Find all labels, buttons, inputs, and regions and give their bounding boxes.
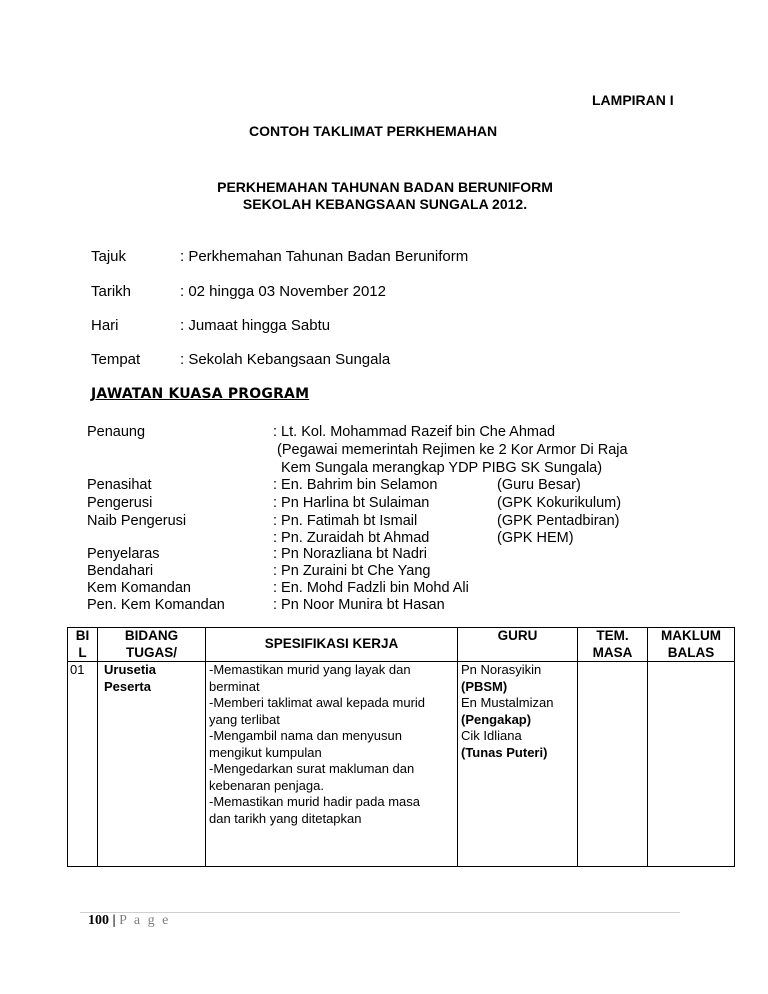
header-bidang-line-1: BIDANG xyxy=(124,628,179,643)
committee-position: (GPK Pentadbiran) xyxy=(497,513,620,529)
info-value-hari: : Jumaat hingga Sabtu xyxy=(180,317,331,334)
info-label-tarikh: Tarikh xyxy=(91,283,132,300)
committee-role: Kem Komandan xyxy=(87,580,191,596)
committee-patron xyxy=(87,423,707,441)
header-bidang-line-2: TUGAS/ xyxy=(125,644,177,660)
header-spec xyxy=(206,628,458,662)
document-title: CONTOH TAKLIMAT PERKHEMAHAN xyxy=(249,123,498,139)
spec-line: -Mengedarkan surat makluman dan xyxy=(209,761,415,776)
patron-description-line-2: Kem Sungala merangkap YDP PIBG SK Sungala) xyxy=(281,460,603,476)
spec-line: -Memberi taklimat awal kepada murid xyxy=(209,695,426,710)
committee-name: : Pn Norazliana bt Nadri xyxy=(273,546,427,562)
spec-line: dan tarikh yang ditetapkan xyxy=(209,810,362,826)
bidang-line-1: Urusetia xyxy=(104,662,157,677)
guru-unit: (PBSM) xyxy=(461,678,508,694)
header-bil-line-2: L xyxy=(78,644,87,660)
task-table xyxy=(67,627,735,867)
guru-name: Cik Idliana xyxy=(461,728,522,743)
header-tem-line-1: TEM. xyxy=(596,628,629,643)
page-number: 100 xyxy=(88,913,109,928)
committee-role: Penaung xyxy=(87,424,146,440)
committee-role: Bendahari xyxy=(87,563,154,579)
page-footer xyxy=(88,913,170,929)
guru-unit: (Pengakap) xyxy=(461,711,532,727)
committee-name: : Pn Noor Munira bt Hasan xyxy=(273,597,445,613)
committee-position: (GPK Kokurikulum) xyxy=(497,495,622,511)
table-row xyxy=(68,662,735,867)
cell-guru xyxy=(458,662,578,867)
header-bil xyxy=(68,628,98,662)
subtitle-line-2: SEKOLAH KEBANGSAAN SUNGALA 2012. xyxy=(242,196,528,212)
info-label-tajuk: Tajuk xyxy=(91,248,127,265)
bidang-line-2: Peserta xyxy=(104,678,151,694)
cell-tem-masa xyxy=(578,662,648,867)
committee-patron-desc-1 xyxy=(87,441,707,459)
header-bil-line-1: BI xyxy=(75,628,90,643)
header-maklum xyxy=(648,628,735,662)
committee-role: Pengerusi xyxy=(87,495,153,511)
header-spec-label: SPESIFIKASI KERJA xyxy=(264,636,399,652)
spec-line: kebenaran penjaga. xyxy=(209,777,324,793)
spec-line: berminat xyxy=(209,678,260,694)
table-header-row xyxy=(68,628,735,662)
committee-name: : En. Bahrim bin Selamon xyxy=(273,477,438,493)
page-label: P a g e xyxy=(119,913,171,928)
header-maklum-line-1: MAKLUM xyxy=(661,628,721,643)
appendix-label: LAMPIRAN I xyxy=(592,92,674,108)
info-label-tempat: Tempat xyxy=(91,351,141,368)
committee-heading: JAWATAN KUASA PROGRAM xyxy=(91,386,310,402)
header-bidang xyxy=(98,628,206,662)
committee-row xyxy=(87,494,707,512)
header-tem-line-2: MASA xyxy=(592,644,633,660)
spec-line: -Memastikan murid yang layak dan xyxy=(209,662,411,677)
header-guru xyxy=(458,628,578,662)
info-value-tempat: : Sekolah Kebangsaan Sungala xyxy=(180,351,391,368)
committee-role: Naib Pengerusi xyxy=(87,513,187,529)
guru-name: En Mustalmizan xyxy=(461,695,554,710)
committee-name: : Lt. Kol. Mohammad Razeif bin Che Ahmad xyxy=(273,424,556,440)
committee-name: : Pn. Zuraidah bt Ahmad xyxy=(273,530,430,546)
committee-role: Penasihat xyxy=(87,477,152,493)
info-value-tajuk: : Perkhemahan Tahunan Badan Beruniform xyxy=(180,248,469,265)
committee-row xyxy=(87,476,707,494)
committee-name: : Pn Harlina bt Sulaiman xyxy=(273,495,430,511)
committee-position: (GPK HEM) xyxy=(497,530,574,546)
guru-name: Pn Norasyikin xyxy=(461,662,542,677)
info-value-tarikh: : 02 hingga 03 November 2012 xyxy=(180,283,386,300)
cell-spec xyxy=(206,662,458,867)
patron-description-line-1: (Pegawai memerintah Rejimen ke 2 Kor Armor Di Raja xyxy=(277,442,628,458)
cell-maklum-balas xyxy=(648,662,735,867)
info-label-hari: Hari xyxy=(91,317,119,334)
header-guru-label: GURU xyxy=(497,628,538,643)
header-maklum-line-2: BALAS xyxy=(667,644,715,660)
committee-position: (Guru Besar) xyxy=(497,477,581,493)
committee-role: Pen. Kem Komandan xyxy=(87,597,225,613)
spec-line: mengikut kumpulan xyxy=(209,744,322,760)
committee-row xyxy=(87,545,707,563)
committee-name: : En. Mohd Fadzli bin Mohd Ali xyxy=(273,580,469,596)
subtitle-line-1: PERKHEMAHAN TAHUNAN BADAN BERUNIFORM xyxy=(217,179,553,195)
cell-bidang xyxy=(98,662,206,867)
committee-row xyxy=(87,579,707,597)
spec-line: -Memastikan murid hadir pada masa xyxy=(209,794,420,809)
page-separator: | xyxy=(112,913,116,928)
guru-unit: (Tunas Puteri) xyxy=(461,744,548,760)
spec-line: yang terlibat xyxy=(209,711,280,727)
committee-name: : Pn. Fatimah bt Ismail xyxy=(273,513,418,529)
header-tem xyxy=(578,628,648,662)
committee-patron-desc-2 xyxy=(87,459,707,477)
cell-bil: 01 xyxy=(68,662,98,867)
committee-row xyxy=(87,512,707,530)
committee-role: Penyelaras xyxy=(87,546,160,562)
committee-row xyxy=(87,562,707,580)
committee-name: : Pn Zuraini bt Che Yang xyxy=(273,563,431,579)
committee-row xyxy=(87,596,707,614)
spec-line: -Mengambil nama dan menyusun xyxy=(209,728,402,743)
